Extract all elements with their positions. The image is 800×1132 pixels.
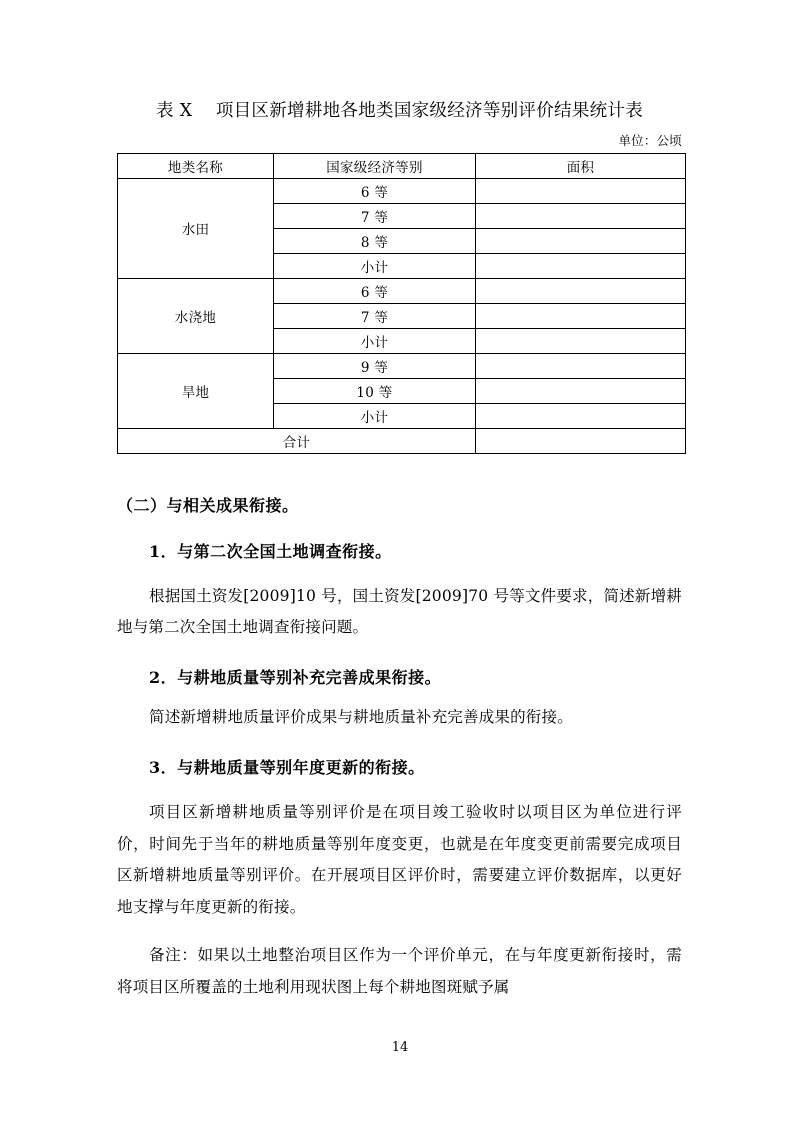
- table-label: 表 X: [155, 101, 193, 121]
- area-cell[interactable]: [476, 278, 686, 303]
- grade-cell: 6 等: [274, 278, 476, 303]
- grade-cell-subtotal: 小计: [274, 403, 476, 428]
- subsection-heading-2: 2．与耕地质量等别补充完善成果衔接。: [149, 668, 442, 688]
- table-header-row: [118, 153, 686, 178]
- subsection-heading-3: 3．与耕地质量等别年度更新的衔接。: [149, 757, 425, 777]
- grade-cell: 6 等: [274, 178, 476, 203]
- grade-cell: 9 等: [274, 353, 476, 378]
- area-cell-subtotal[interactable]: [476, 403, 686, 428]
- area-cell[interactable]: [476, 353, 686, 378]
- page-content: [117, 0, 682, 1004]
- subsection-heading-1: 1．与第二次全国土地调查衔接。: [149, 541, 392, 561]
- table-caption-gap: [192, 101, 215, 121]
- table-row: [118, 178, 686, 203]
- column-header-area: 面积: [476, 153, 686, 178]
- column-header-grade: 国家级经济等别: [274, 153, 476, 178]
- group-label-dryland: 旱地: [118, 353, 274, 428]
- area-cell-subtotal[interactable]: [476, 328, 686, 353]
- table-caption-text: 项目区新增耕地各地类国家级经济等别评价结果统计表: [215, 101, 644, 121]
- group-label-irrigated: 水浇地: [118, 278, 274, 353]
- paragraph-3-2-note: 备注：如果以土地整治项目区作为一个评价单元，在与年度更新衔接时，需将项目区所覆盖的土地利用现状图上每个耕地图斑赋予属: [117, 945, 682, 996]
- area-cell[interactable]: [476, 378, 686, 403]
- table-unit-note: 单位：公顷: [618, 132, 682, 148]
- total-area-cell[interactable]: [476, 428, 686, 453]
- table-row: [118, 278, 686, 303]
- grade-cell-subtotal: 小计: [274, 253, 476, 278]
- page-number: 14: [391, 1040, 409, 1055]
- paragraph-1-1: 根据国土资发[2009]10 号，国土资发[2009]70 号等文件要求，简述新增耕地与第二次全国土地调查衔接问题。: [117, 586, 682, 637]
- grade-cell: 7 等: [274, 203, 476, 228]
- grade-cell: 8 等: [274, 228, 476, 253]
- grade-cell-subtotal: 小计: [274, 328, 476, 353]
- area-cell-subtotal[interactable]: [476, 253, 686, 278]
- section-heading-2: （二）与相关成果衔接。: [117, 495, 299, 515]
- statistics-table: [117, 153, 686, 454]
- table-caption: [117, 100, 682, 124]
- area-cell[interactable]: [476, 228, 686, 253]
- paragraph-3-1: 项目区新增耕地质量等别评价是在项目竣工验收时以项目区为单位进行评价，时间先于当年的耕地质量等别年度变更，也就是在年度变更前需要完成项目区新增耕地质量等别评价。在开展项目区评价时，需要建立评价数据库，以更好地支撑与年度更新的衔接。: [117, 802, 682, 917]
- area-cell[interactable]: [476, 178, 686, 203]
- paragraph-2-1: 简述新增耕地质量评价成果与耕地质量补充完善成果的衔接。: [149, 708, 573, 727]
- area-cell[interactable]: [476, 303, 686, 328]
- table-total-row: [118, 428, 686, 453]
- grade-cell: 10 等: [274, 378, 476, 403]
- table-row: [118, 353, 686, 378]
- column-header-landtype: 地类名称: [118, 153, 274, 178]
- area-cell[interactable]: [476, 203, 686, 228]
- total-label: 合计: [118, 428, 476, 453]
- grade-cell: 7 等: [274, 303, 476, 328]
- group-label-paddy: 水田: [118, 178, 274, 278]
